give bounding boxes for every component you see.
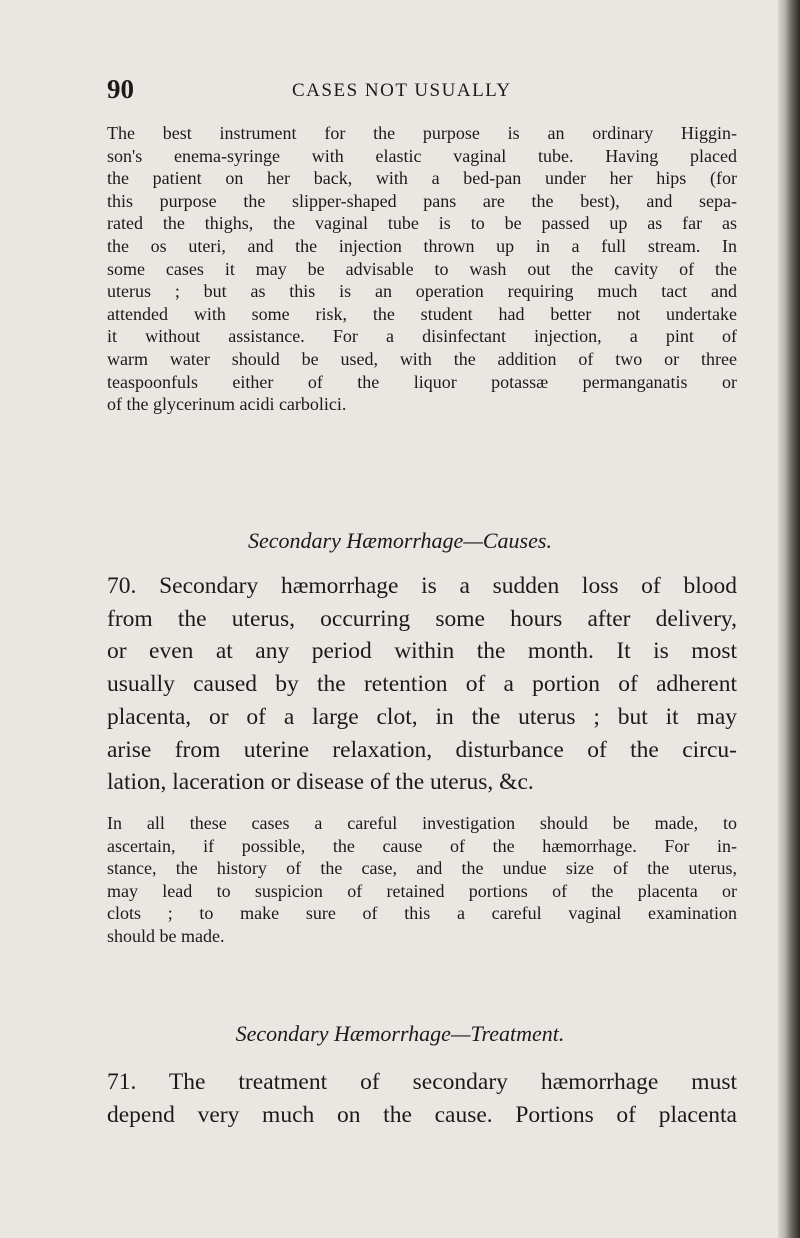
text-line: the patient on her back, with a bed-pan under her hips (for <box>107 168 737 189</box>
paragraph-71 <box>107 1066 737 1131</box>
text-line: 71. The treatment of secondary hæmorrhage must <box>107 1069 737 1095</box>
text-line: should be made. <box>107 925 225 946</box>
section-heading-treatment: Secondary Hæmorrhage—Treatment. <box>235 1021 565 1046</box>
text-line: placenta, or of a large clot, in the uterus ; but it may <box>107 703 737 730</box>
text-line: or even at any period within the month. It is most <box>107 638 737 665</box>
text-line: may lead to suspicion of retained portions of the placenta or <box>107 880 737 901</box>
text-line: depend very much on the cause. Portions of placenta <box>107 1101 737 1128</box>
text-line: rated the thighs, the vaginal tube is to be passed up as far as <box>107 213 737 234</box>
text-line: uterus ; but as this is an operation requiring much tact and <box>107 281 737 302</box>
book-spine-edge <box>778 0 800 1238</box>
text-line: ascertain, if possible, the cause of the hæmorrhage. For in- <box>107 835 737 856</box>
paragraph-instrument <box>107 122 737 416</box>
text-line: The best instrument for the purpose is an ordinary Higgin- <box>107 123 737 143</box>
text-line: warm water should be used, with the addition of two or three <box>107 348 737 369</box>
text-line: son's enema-syringe with elastic vaginal tube. Having placed <box>107 145 737 166</box>
page-number: 90 <box>107 74 134 104</box>
running-head: CASES NOT USUALLY <box>292 80 512 101</box>
text-line: lation, laceration or disease of the uterus, &c. <box>107 769 534 796</box>
text-line: stance, the history of the case, and the undue size of the uterus, <box>107 858 737 879</box>
section-heading-causes: Secondary Hæmorrhage—Causes. <box>248 528 552 553</box>
paragraph-70 <box>107 570 737 799</box>
page-header <box>107 74 742 104</box>
text-line: some cases it may be advisable to wash out the cavity of the <box>107 258 737 279</box>
text-line: usually caused by the retention of a portion of adherent <box>107 671 737 698</box>
text-line: it without assistance. For a disinfectant injection, a pint of <box>107 326 737 347</box>
text-line: teaspoonfuls either of the liquor potassæ permanganatis or <box>107 371 737 392</box>
text-line: 70. Secondary hæmorrhage is a sudden loss of blood <box>107 573 737 599</box>
text-line: from the uterus, occurring some hours after delivery, <box>107 605 737 632</box>
text-line: In all these cases a careful investigation should be made, to <box>107 813 737 833</box>
text-line: attended with some risk, the student had better not undertake <box>107 303 737 324</box>
text-line: of the glycerinum acidi carbolici. <box>107 394 347 415</box>
text-line: the os uteri, and the injection thrown up in a full stream. In <box>107 235 737 256</box>
text-line: clots ; to make sure of this a careful vaginal examination <box>107 903 737 924</box>
paragraph-investigation <box>107 812 737 948</box>
text-line: this purpose the slipper-shaped pans are the best), and sepa- <box>107 190 737 211</box>
text-line: arise from uterine relaxation, disturbance of the circu- <box>107 736 737 763</box>
